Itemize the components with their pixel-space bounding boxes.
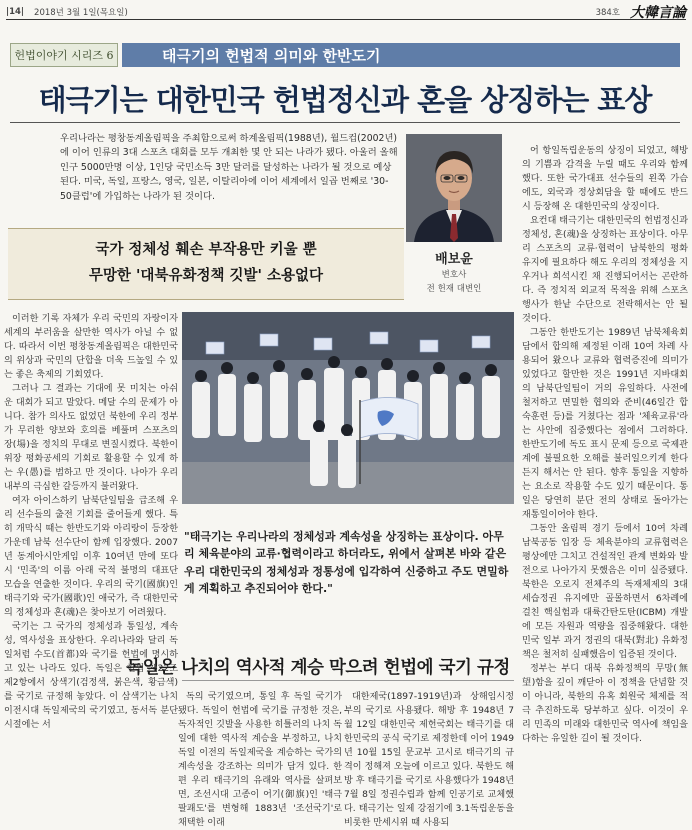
author-byline (406, 248, 502, 296)
paragraph: 국기는 그 국가의 정체성과 통일성, 계속성, 역사성을 표상한다. 우리나라와 달리 독일처럼 수도(首都)와 국기를 헌법에 명시하고 있는 나라도 있다. 독일은 헌법 제22조 제2항에서 상색기(검정색, 붉은색, 황금색)를 국기로 규정해 놓았다. 이 삼색기는 나치 이전시대 독일제국의 국기였고, 동서독 분단시절에는 서 (4, 622, 178, 730)
author-former-role: 전 헌재 대변인 (426, 284, 482, 295)
series-banner: 태극기의 헌법적 의미와 한반도기 (122, 43, 680, 67)
opening-ceremony-photo (182, 312, 514, 504)
news-photo (182, 312, 514, 504)
series-tag: 헌법이야기 시리즈 6 (10, 43, 118, 67)
series-bar (10, 43, 680, 67)
sub-headline-2: 독일은 나치의 역사적 계승 막으려 헌법에 국기 규정 (126, 658, 510, 678)
newspaper-name: 大韓言論 (630, 4, 686, 21)
lead-paragraph: 우리나라는 평창동계올림픽을 주최함으로써 하계올림픽(1988년), 월드컵(2002년)에 이어 인류의 3대 스포츠 대회를 모두 개최한 몇 안 되는 나라가 됐다. 아울러 올해 인구 5000만명 이상, 1인당 국민소득 3만 달러를 달성하는 나라가 될 것으로 예상된다. 미국, 독일, 프랑스, 영국, 일본, 이탈리아에 이어 세계에서 일곱 번째로 '30-50클럽'에 가입하는 나라가 된 것이다. (60, 133, 398, 202)
author-name: 배보윤 (435, 252, 473, 267)
body-column-bottom-2 (344, 690, 514, 828)
body-column-right (522, 144, 688, 817)
pull-quote: "태극기는 우리나라의 정체성과 계속성을 상징하는 표상이다. 아무리 체육분야의 교류·협력이라고 하더라도, 위에서 살펴본 바와 같은 우리 대한민국의 정체성과 정통성에 입각하여 신중하고 주도 면밀하게 계획하고 추진되어야 한다." (184, 530, 509, 596)
paragraph: 대한제국(1897-1919년)과 상해임시정부의 국기로 사용됐다. 해방 후 1948년 7월 12일 대한민국 제헌국회는 태극기를 대한민국의 공식 국기로 제정한데 이어 1949년 10월 15일 문교부 고시로 태극기의 규격이 정해져 오늘에 이르고 있다. 북한도 해방 후 태극기를 국기로 사용했다가 1948년 7월 8일 정권수립과 함께 인공기로 교체했다. 태극기는 일제 강점기에 3.1독립운동을 비롯한 만세시위 때 사용되 (344, 692, 514, 828)
issue-date: 2018년 3월 1일(목요일) (34, 7, 128, 18)
author-role: 변호사 (441, 270, 467, 280)
paragraph: 그러나 그 결과는 기대에 못 미치는 아쉬운 대회가 되고 말았다. 메달 수의 문제가 아니다. 참가 의사도 없었던 북한에 우리 정부가 무리한 양보와 호의를 베풀며 스포츠의 장(場)을 정치의 무대로 변질시켰다. 북한이 위장 평화공세의 기회로 활용할 수 있게 하는 우(愚)를 범하고 만 것이다. 나아가 우리 내부의 극심한 갈등까지 불러왔다. (4, 384, 178, 492)
paragraph: 어 항일독립운동의 상징이 되었고, 해방의 기쁨과 감격을 누릴 때도 우리와 함께 했다. 또한 국가대표 선수들의 왼쪽 가슴에도, 외국과 정상회담을 할 때에도 반드시 등장해 온 대한민국의 상징이다. (522, 146, 688, 212)
page-number: |14| (6, 6, 25, 17)
sub-headline-line-1: 국가 정체성 훼손 부작용만 키울 뿐 (95, 241, 317, 258)
author-photo (406, 134, 502, 242)
headline: 태극기는 대한민국 헌법정신과 혼을 상징하는 표상 (38, 83, 652, 117)
running-header (6, 4, 686, 20)
paragraph: 요컨대 태극기는 대한민국의 헌법정신과 정체성, 혼(魂)을 상징하는 표상이다. 아무리 스포츠의 교류·협력이 남북한의 평화 유지에 필요하다 해도 우리의 정체성을 지우거나 희석시킨 채 진행되어서는 곤란하다. 즉 정치적 외교적 목적을 위해 스포츠 행사가 한낱 수단으로 전락해서는 안 될 것이다. (522, 216, 689, 324)
issue-number: 384호 (595, 7, 620, 18)
paragraph: 독의 국기였으며, 통일 후 독일 국기가 됐다. 독일이 헌법에 국기를 규정한 것은, 독자적인 깃발을 사용한 히틀러의 나치 독일에 대한 역사적 계승을 부정하고, 나치 독일 이전의 독일제국을 계승하는 국가의 계속성을 강조하는 의미가 담겨 있다. 한편 우리 태극기의 유래와 역사를 살펴보면, 조선시대 고종이 어기(御旗)인 '태극팔괘도'를 변형해 1883년 '조선국기'로 채택한 이래 (178, 692, 342, 828)
divider (182, 680, 514, 681)
paragraph: 정부는 부디 대북 유화정책의 무망(無望)함을 깊이 깨닫아 이 정책을 단념할 것이 아니라, 북한의 유혹 회원국 체제를 적극 추진하도록 당부하고 싶다. 이것이 우리 민족의 미래와 대한민국 역사에 책임을 다하는 유일한 길이 될 것이다. (522, 664, 688, 744)
sub-headline-line-2: 무망한 '대북유화정책 깃발' 소용없다 (88, 267, 324, 284)
divider (10, 122, 680, 123)
author-portrait-image (406, 134, 502, 242)
paragraph: 그동안 한반도기는 1989년 남북체육회담에서 합의해 제정된 이래 10여 차례 사용되어 왔으나 교류와 협력증진에 의미가 있었다고 할만한 것은 1991년 지바대회의 남북단일팀이 거의 유일하다. 사전에 철저하고 면밀한 협의와 준비(46일간 합숙훈련 등)를 거쳤다는 점과 '체육교류'라는 사안에 집중했다는 점에서 그러하다. 한반도기에 독도 표시 문제 등으로 국제관계에 불필요한 오해를 불러일으키게 한다든지 해서는 안 된다. 향후 통일을 지향하는 요소로 작용할 수도 있기 때문이다. 통일은 당연히 분단 전의 상태로 돌아가는 재통일이어야 한다. (522, 328, 688, 520)
body-column-bottom-1 (178, 690, 342, 828)
sub-headline (8, 228, 404, 300)
paragraph: 그동안 올림픽 경기 등에서 10여 차례 남북공동 입장 등 체육분야의 교류협력은 평상에만 그치고 건설적인 관계 변화와 발전으로 나아가지 못했음은 이미 실증됐다. 북한은 오로지 전체주의 독재체제의 3대 세습정권 유지에만 골몰하면서 6차례에 걸친 핵실험과 대륙간탄도탄(ICBM) 개발에 모든 자원과 역량을 집중해왔다. 대한민국 일부 과거 정권의 대북(對北) 유화정책은 철저히 실패했음이 입증된 것이다. (522, 524, 688, 660)
paragraph: 여자 아이스하키 남북단일팀을 급조해 우리 선수들의 출전 기회를 줄어들게 했다. 특히 개막식 때는 한반도기와 아리랑이 등장한 가운데 남북 선수단이 함께 입장했다. 2007년 동계아시안게임 이후 10여년 만에 또다시 '민족'의 이름 아래 국적 불명의 대표단 모습을 연출한 것이다. 우리의 국기(國旗)인 태극기와 국가(國歌)인 애국가, 즉 대한민국의 정체성과 혼(魂)은 찾아보기 어려웠다. (4, 496, 178, 618)
paragraph: 이러한 기록 자체가 우리 국민의 자랑이자 세계의 부러움을 살만한 역사가 아닐 수 없다. 따라서 이번 평창동계올림픽은 대한민국의 위상과 국민의 단합을 더욱 드높일 수 있는 좋은 축제의 기회였다. (4, 314, 178, 380)
body-column-left (4, 312, 178, 817)
